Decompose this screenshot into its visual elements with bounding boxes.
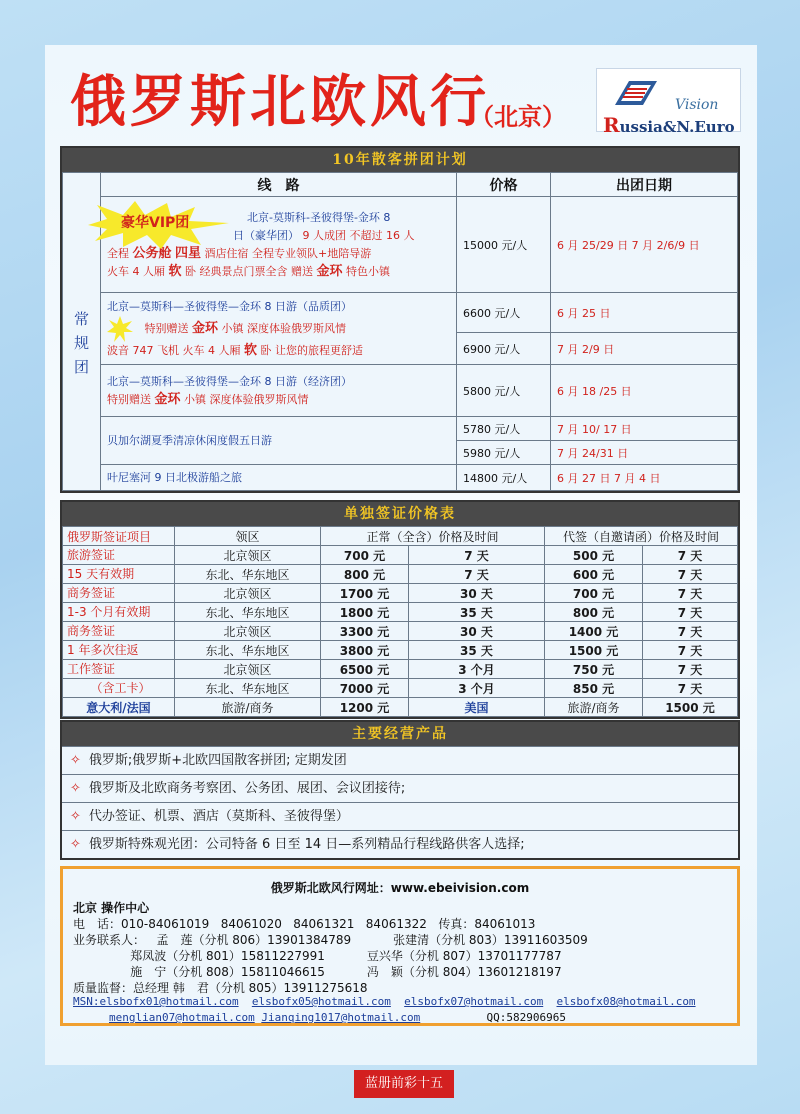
- visa-price-agent: 1500 元: [545, 641, 643, 660]
- visa-time-normal: 30 天: [409, 584, 545, 603]
- baikal-date-1: 7 月 10/ 17 日: [551, 417, 738, 441]
- visa-time-normal: 35 天: [409, 603, 545, 622]
- msn-line: MSN:elsbofx01@hotmail.com elsbofx05@hotmail.com elsbofx07@hotmail.com elsbofx08@hotmail.com: [73, 995, 696, 1008]
- email-link[interactable]: elsbofx08@hotmail.com: [556, 995, 696, 1008]
- visa-region: 东北、华东地区: [175, 679, 321, 698]
- visa-price-agent: 500 元: [545, 546, 643, 565]
- vip-date: 6 月 25/29 日 7 月 2/6/9 日: [551, 197, 738, 293]
- products-bar: 主要经营产品: [62, 722, 738, 746]
- visa-usa-type: 旅游/商务: [545, 698, 643, 717]
- visa-time-agent: 7 天: [643, 546, 738, 565]
- qq: QQ:582906965: [486, 1011, 566, 1024]
- visa-cat: 1-3 个月有效期: [63, 603, 175, 622]
- page-subtitle: （北京）: [470, 103, 566, 131]
- footer-label: 蓝册前彩十五: [354, 1070, 454, 1098]
- mail-line-2: [109, 1011, 566, 1024]
- contacts-2: 郑凤波（分机 801）15811227991 豆兴华（分机 807）13701177787: [73, 949, 562, 963]
- visa-price-agent: 1400 元: [545, 622, 643, 641]
- visa-time-normal: 30 天: [409, 622, 545, 641]
- email-link[interactable]: elsbofx05@hotmail.com: [251, 995, 391, 1008]
- visa-time-agent: 7 天: [643, 622, 738, 641]
- blank-header: [63, 173, 101, 197]
- col-price: 价格: [457, 173, 551, 197]
- visa-section: [60, 500, 740, 719]
- visa-region: 东北、华东地区: [175, 603, 321, 622]
- quality-date-1: 6 月 25 日: [551, 293, 738, 333]
- quality-starburst-icon: [107, 316, 133, 342]
- tour-plan-bar: 10年散客拼团计划: [62, 148, 738, 172]
- quality-route: 北京—莫斯科—圣彼得堡—金环 8 日游（品质团） 特别赠送 金环 小镇 深度体验俄罗斯风情 波音 747 飞机 火车 4 人厢 软 卧 让您的旅程更舒适: [101, 293, 457, 365]
- diamond-icon: ✧: [70, 837, 81, 852]
- yenisei-route: 叶尼塞河 9 日北极游船之旅: [101, 465, 457, 491]
- visa-price-agent: 850 元: [545, 679, 643, 698]
- vip-route: 豪华VIP团 北京-莫斯科-圣彼得堡-金环 8 日（豪华团） 9 人成团 不超过 16 人 全程 公务舱 四星 酒店住宿 全程专业领队+地陪导游 火车 4 人厢 软 卧 经典景点门票全含 赠送 金环 特色小镇: [101, 197, 457, 293]
- visa-cat: 旅游签证: [63, 546, 175, 565]
- email-link[interactable]: Jianqing1017@hotmail.com: [261, 1011, 421, 1024]
- visa-cat: 15 天有效期: [63, 565, 175, 584]
- visa-region: 东北、华东地区: [175, 565, 321, 584]
- baikal-price-1: 5780 元/人: [457, 417, 551, 441]
- visa-usa-price: 1500 元: [643, 698, 738, 717]
- visa-time-normal: 7 天: [409, 565, 545, 584]
- visa-time-agent: 7 天: [643, 679, 738, 698]
- tour-plan-section: [60, 146, 740, 493]
- visa-region: 北京领区: [175, 660, 321, 679]
- visa-cat: （含工卡）: [63, 679, 175, 698]
- vip-price: 15000 元/人: [457, 197, 551, 293]
- vip-badge: 豪华VIP团: [121, 214, 190, 231]
- visa-region: 东北、华东地区: [175, 641, 321, 660]
- tour-table: [62, 172, 738, 491]
- logo-text: Russia&N.Euro: [603, 113, 735, 137]
- quality-price-2: 6900 元/人: [457, 333, 551, 365]
- visa-time-normal: 3 个月: [409, 679, 545, 698]
- visa-region-last: 旅游/商务: [175, 698, 321, 717]
- visa-time-agent: 7 天: [643, 603, 738, 622]
- visa-region: 北京领区: [175, 584, 321, 603]
- visa-cat: 商务签证: [63, 584, 175, 603]
- visa-price-normal: 3800 元: [321, 641, 409, 660]
- visa-cat: 1 年多次往返: [63, 641, 175, 660]
- email-link[interactable]: elsbofx07@hotmail.com: [404, 995, 544, 1008]
- contacts-3: 施 宁（分机 808）15811046615 冯 颖（分机 804）13601218197: [73, 965, 562, 979]
- visa-cat: 商务签证: [63, 622, 175, 641]
- visa-time-agent: 7 天: [643, 660, 738, 679]
- visa-time-normal: 3 个月: [409, 660, 545, 679]
- visa-price-normal: 1800 元: [321, 603, 409, 622]
- visa-price-normal: 3300 元: [321, 622, 409, 641]
- baikal-route: 贝加尔湖夏季清凉休闲度假五日游: [101, 417, 457, 465]
- visa-usa: 美国: [409, 698, 545, 717]
- diamond-icon: ✧: [70, 753, 81, 768]
- group-label: 常 规 团: [63, 197, 101, 491]
- visa-price-normal: 1700 元: [321, 584, 409, 603]
- baikal-price-2: 5980 元/人: [457, 441, 551, 465]
- product-item: ✧ 俄罗斯;俄罗斯+北欧四国散客拼团; 定期发团: [62, 746, 738, 774]
- visa-price-agent: 600 元: [545, 565, 643, 584]
- col-date: 出团日期: [551, 173, 738, 197]
- website: 俄罗斯北欧风行网址：www.ebeivision.com: [270, 881, 530, 895]
- economy-date: 6 月 18 /25 日: [551, 365, 738, 417]
- quality-price-1: 6600 元/人: [457, 293, 551, 333]
- visa-table: [62, 526, 738, 717]
- visa-col-region: 领区: [175, 527, 321, 546]
- company-logo: [596, 68, 741, 137]
- visa-region: 北京领区: [175, 622, 321, 641]
- visa-col-item: 俄罗斯签证项目: [63, 527, 175, 546]
- economy-price: 5800 元/人: [457, 365, 551, 417]
- visa-time-normal: 7 天: [409, 546, 545, 565]
- baikal-date-2: 7 月 24/31 日: [551, 441, 738, 465]
- logo-emblem-icon: [607, 75, 661, 113]
- quality-date-2: 7 月 2/9 日: [551, 333, 738, 365]
- logo-vision: Vision: [675, 97, 719, 113]
- visa-price-normal: 7000 元: [321, 679, 409, 698]
- visa-price-agent: 750 元: [545, 660, 643, 679]
- visa-price-normal: 700 元: [321, 546, 409, 565]
- diamond-icon: ✧: [70, 809, 81, 824]
- visa-price-normal: 800 元: [321, 565, 409, 584]
- visa-price-normal: 6500 元: [321, 660, 409, 679]
- email-link[interactable]: menglian07@hotmail.com: [109, 1011, 255, 1024]
- yenisei-date: 6 月 27 日 7 月 4 日: [551, 465, 738, 491]
- visa-col-agent: 代签（自邀请函）价格及时间: [545, 527, 738, 546]
- visa-region: 北京领区: [175, 546, 321, 565]
- visa-time-agent: 7 天: [643, 641, 738, 660]
- visa-cat-last: 意大利/法国: [63, 698, 175, 717]
- economy-route: 北京—莫斯科—圣彼得堡—金环 8 日游（经济团） 特别赠送 金环 小镇 深度体验俄罗斯风情: [101, 365, 457, 417]
- office: 北京 操作中心: [73, 901, 150, 915]
- quality-supervisor: 质量监督：总经理 韩 君（分机 805）13911275618: [73, 981, 368, 995]
- visa-bar: 单独签证价格表: [62, 502, 738, 526]
- product-item: ✧ 俄罗斯特殊观光团：公司特备 6 日至 14 日—系列精品行程线路供客人选择;: [62, 830, 738, 858]
- contact-box: [60, 866, 740, 1026]
- visa-price-agent: 700 元: [545, 584, 643, 603]
- visa-col-normal: 正常（全含）价格及时间: [321, 527, 545, 546]
- products-section: [60, 720, 740, 860]
- visa-time-agent: 7 天: [643, 565, 738, 584]
- phone: 电 话：010-84061019 84061020 84061321 84061322 传真：84061013: [73, 917, 536, 931]
- contacts-1: 业务联系人： 孟 莲（分机 806）13901384789 张建清（分机 803）13911603509: [73, 933, 588, 947]
- col-route: 线 路: [101, 173, 457, 197]
- page-title: 俄罗斯北欧风行: [70, 69, 490, 135]
- diamond-icon: ✧: [70, 781, 81, 796]
- visa-time-agent: 7 天: [643, 584, 738, 603]
- yenisei-price: 14800 元/人: [457, 465, 551, 491]
- product-item: ✧ 代办签证、机票、酒店（莫斯科、圣彼得堡）: [62, 802, 738, 830]
- visa-price-agent: 800 元: [545, 603, 643, 622]
- visa-price-last: 1200 元: [321, 698, 409, 717]
- visa-cat: 工作签证: [63, 660, 175, 679]
- visa-time-normal: 35 天: [409, 641, 545, 660]
- email-link[interactable]: elsbofx01@hotmail.com: [99, 995, 239, 1008]
- product-item: ✧ 俄罗斯及北欧商务考察团、公务团、展团、会议团接待;: [62, 774, 738, 802]
